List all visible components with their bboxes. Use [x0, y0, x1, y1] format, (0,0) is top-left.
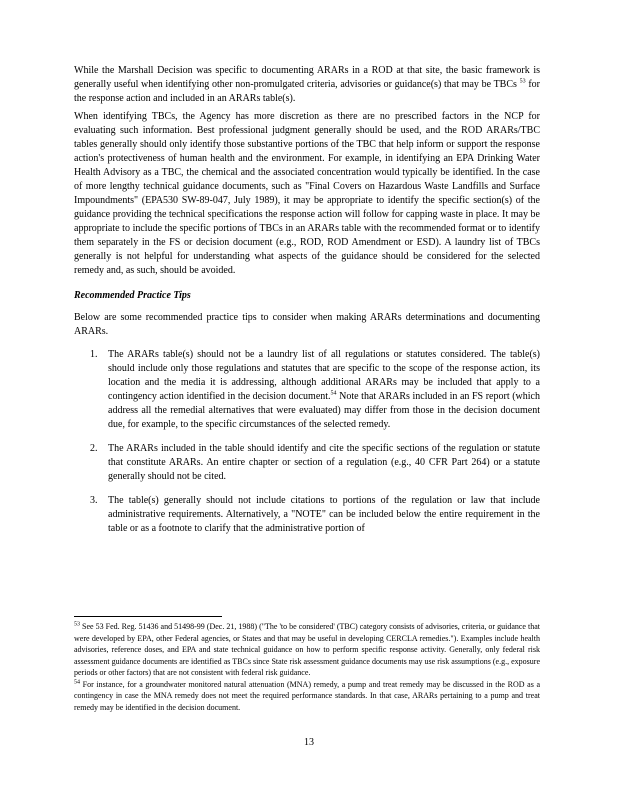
list-item [74, 348, 540, 432]
page-number: 13 [304, 737, 314, 748]
list-item-text: The ARARs included in the table should identify and cite the specific sections of the regulation or statute that constitute ARARs. An entire chapter or section of a regulation (e.g., 40 CFR Part 264) or a statute generally should not be cited. [108, 443, 540, 482]
practice-tips-list [74, 348, 540, 536]
practice-tips-intro: Below are some recommended practice tips to consider when making ARARs determinations and documenting ARARs. [74, 312, 540, 337]
footnote-ref-54: 54 [330, 390, 337, 397]
list-item-number: 1. [90, 349, 98, 360]
list-item-text: The ARARs table(s) should not be a laundry list of all regulations or statutes considered. The table(s) should include only those regulations and statutes that are specific to the scope of the response action, its location and the media it is addressing, although additional ARARs may be included that apply to a contingency action identified in the decision document.$^{54}$ Note that ARARs included in an FS report (which address all the remedial alternatives that were evaluated) may differ from those in the decision document due, for example, to the specific circumstances of the selected remedy. [108, 349, 540, 430]
list-item [74, 494, 540, 536]
paragraph-marshall-decision: While the Marshall Decision was specific to documenting ARARs in a ROD at that site, the basic framework is generally useful when identifying other non-promulgated criteria, advisories or guidance(s) that may be TBCs $^{53}$ for the response action and included in an ARARs table(s). [74, 65, 541, 104]
footnote-divider [74, 616, 222, 617]
list-item-number: 3. [90, 495, 98, 506]
paragraph-identifying-tbcs: When identifying TBCs, the Agency has more discretion as there are no prescribed factors in the NCP for evaluating such information. Best professional judgment generally should be used, and the ROD ARARs/TBC tables generally should only identify those substantive portions of the TBC that help inform or support the response action's protectiveness of human health and the environment. For example, in identifying an EPA Drinking Water Health Advisory as a TBC, the chemical and the associated concentration would typically be identified. In the case of more lengthy technical guidance documents, such as "Final Covers on Hazardous Waste Landfills and Surface Impoundments" (EPA530 SW-89-047, July 1989), it may be appropriate to identify the specific section(s) of the guidance providing the technical specifications the response action will follow for capping waste in place. It may be appropriate to include the specific portions of TBCs in an ARARs table with the recommended format or to identify them separately in the FS or decision document (e.g., ROD, ROD Amendment or ESD). A laundry list of TBCs generally is not helpful for understanding what aspects of the guidance should be considered for the selected remedy and, as such, should be avoided. [74, 111, 540, 276]
body-content [74, 64, 540, 546]
list-item-number: 2. [90, 443, 98, 454]
footnote-54: $^{54}$ For instance, for a groundwater monitored natural attenuation (MNA) remedy, a pump and treat remedy may be discussed in the ROD as a contingency in case the MNA remedy does not meet the required performance standards. In that case, ARARs pertaining to a pump and treat remedy may be identified in the decision document. [74, 678, 540, 712]
list-item-text: The table(s) generally should not include citations to portions of the regulation or law that include administrative requirements. Alternatively, a "NOTE" can be included below the entire requirement in the table or as a footnote to clarify that the administrative portion of [108, 495, 540, 534]
footnote-ref-53: 53 [519, 78, 526, 85]
footnotes [74, 621, 540, 713]
section-heading: Recommended Practice Tips [74, 290, 191, 301]
footnote-53: $^{53}$ See 53 Fed. Reg. 51436 and 51498-99 (Dec. 21, 1988) ("The 'to be considered' (TBC) category consists of advisories, criteria, or guidance that were developed by EPA, other Federal agencies, or States and that may be useful in developing CERCLA remedies."). Examples include health advisories, reference doses, and EPA and state technical guidance on how to perform specific response activity. Generally, only federal risk assessment guidance documents are identified as TBCs since State risk assessment guidance documents may use risk assumptions (e.g., exposure periods or other factors) that are not consistent with federal risk guidance. [74, 621, 541, 677]
list-item [74, 442, 540, 484]
